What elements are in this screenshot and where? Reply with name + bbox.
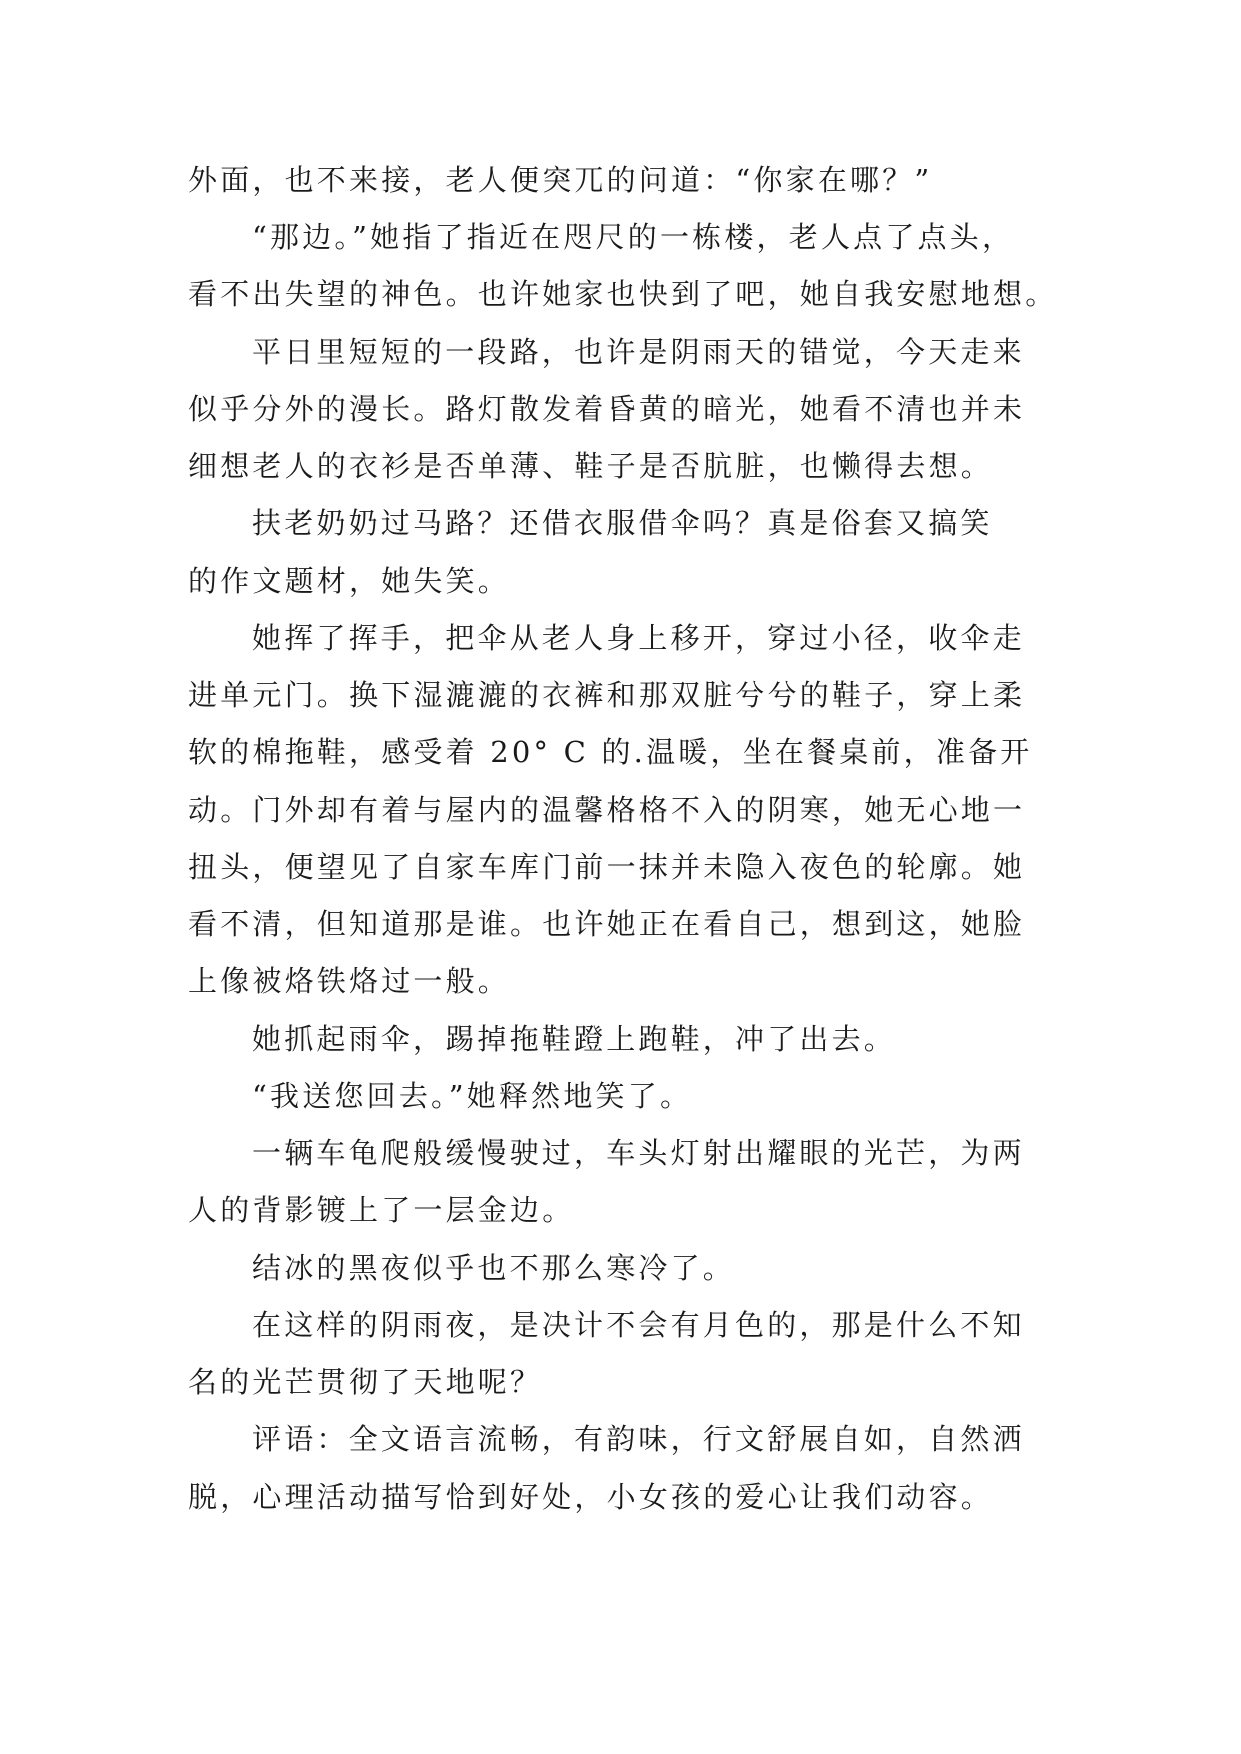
text-line: 名的光芒贯彻了天地呢？ [188,1365,543,1399]
text-line: 的作文题材，她失笑。 [188,564,511,598]
text-line: “我送您回去。”她释然地笑了。 [252,1079,693,1113]
text-line: 外面，也不来接，老人便突兀的问道：“你家在哪？” [188,163,933,197]
text-line: 动。门外却有着与屋内的温馨格格不入的阴寒，她无心地一 [188,793,1026,827]
text-line: 评语：全文语言流畅，有韵味，行文舒展自如，自然洒 [252,1422,1025,1456]
text-line: 细想老人的衣衫是否单薄、鞋子是否肮脏，也懒得去想。 [188,449,994,483]
text-line: 进单元门。换下湿漉漉的衣裤和那双脏兮兮的鞋子，穿上柔 [188,678,1026,712]
text-line: 人的背影镀上了一层金边。 [188,1193,575,1227]
text-line: 扶老奶奶过马路？还借衣服借伞吗？真是俗套又搞笑 [252,506,993,540]
text-line: 她挥了挥手，把伞从老人身上移开，穿过小径，收伞走 [252,621,1025,655]
text-line: 看不出失望的神色。也许她家也快到了吧，她自我安慰地想。 [188,277,1058,311]
text-line: “那边。”她指了指近在咫尺的一栋楼，老人点了点头， [252,220,1015,254]
text-line: 似乎分外的漫长。路灯散发着昏黄的暗光，她看不清也并未 [188,392,1026,426]
text-line: 扭头，便望见了自家车库门前一抹并未隐入夜色的轮廓。她 [188,850,1026,884]
text-line: 看不清，但知道那是谁。也许她正在看自己，想到这，她脸 [188,907,1026,941]
text-line: 上像被烙铁烙过一般。 [188,964,511,998]
text-line: 一辆车龟爬般缓慢驶过，车头灯射出耀眼的光芒，为两 [252,1136,1025,1170]
text-line: 在这样的阴雨夜，是决计不会有月色的，那是什么不知 [252,1308,1025,1342]
text-line: 她抓起雨伞，踢掉拖鞋蹬上跑鞋，冲了出去。 [252,1022,897,1056]
text-line: 软的棉拖鞋，感受着 20° C 的.温暖，坐在餐桌前，准备开 [188,735,1033,769]
text-line: 脱，心理活动描写恰到好处，小女孩的爱心让我们动容。 [188,1480,994,1514]
text-line: 结冰的黑夜似乎也不那么寒冷了。 [252,1251,736,1285]
text-line: 平日里短短的一段路，也许是阴雨天的错觉，今天走来 [252,335,1025,369]
